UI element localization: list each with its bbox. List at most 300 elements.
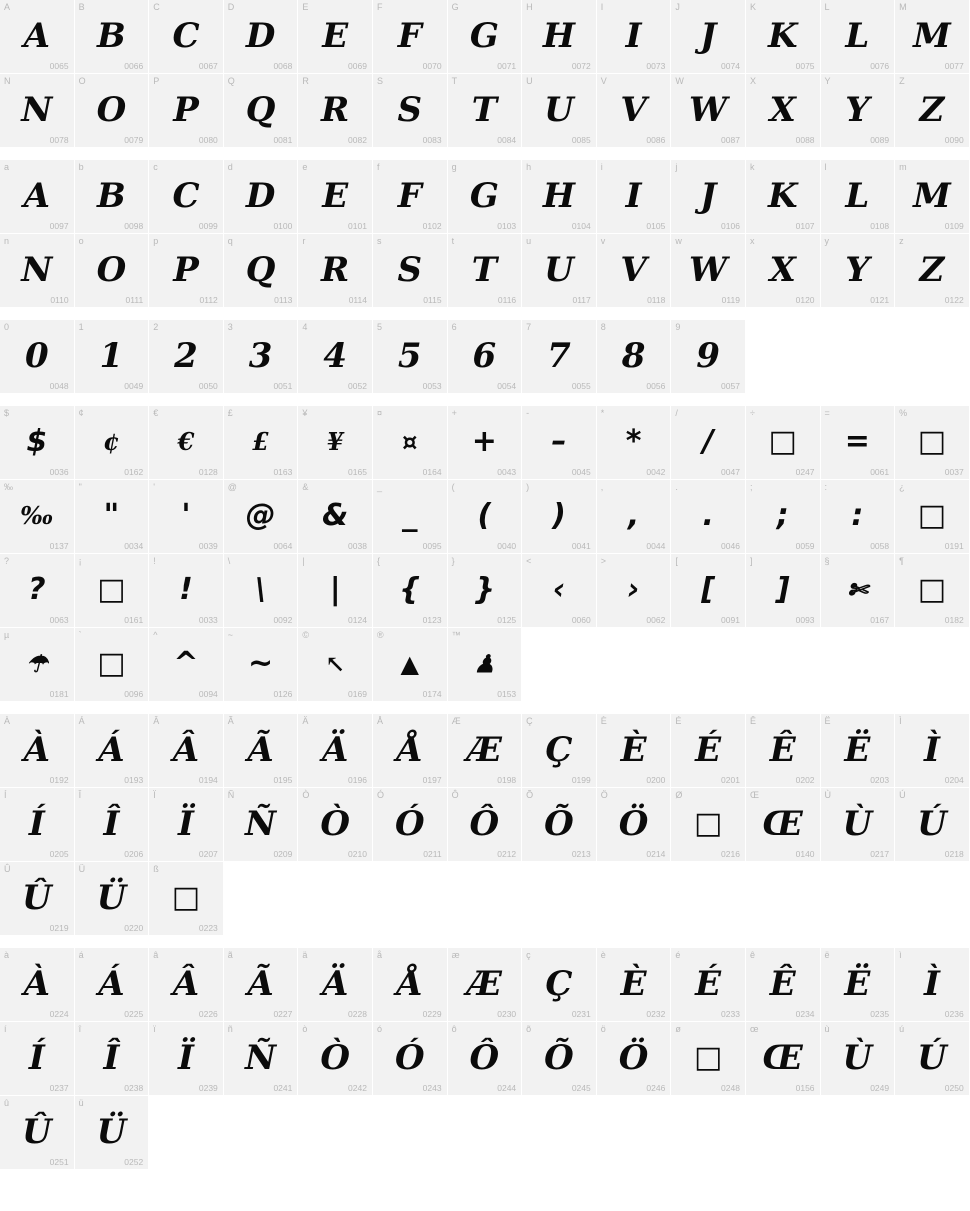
glyph-cell[interactable]: [895, 74, 970, 148]
glyph-row: [0, 788, 970, 862]
glyph-cell[interactable]: [224, 554, 299, 628]
glyph-preview: Ç: [545, 963, 573, 1004]
glyph-cell[interactable]: [821, 1022, 896, 1096]
glyph-character-label: h: [526, 162, 532, 172]
glyph-cell[interactable]: [895, 160, 970, 234]
glyph-cell[interactable]: [746, 1022, 821, 1096]
glyph-preview: K: [767, 175, 798, 216]
glyph-cell[interactable]: [373, 714, 448, 788]
glyph-cell[interactable]: [0, 554, 75, 628]
glyph-cell[interactable]: [149, 0, 224, 74]
glyph-cell[interactable]: [373, 320, 448, 394]
glyph-cell[interactable]: [522, 480, 597, 554]
glyph-character-label: 9: [675, 322, 681, 332]
glyph-preview: M: [913, 175, 951, 216]
glyph-character-code: 0048: [49, 381, 69, 391]
glyph-cell[interactable]: [75, 320, 150, 394]
glyph-cell[interactable]: [298, 788, 373, 862]
glyph-cell[interactable]: [0, 480, 75, 554]
glyph-cell[interactable]: [746, 554, 821, 628]
glyph-cell[interactable]: [373, 480, 448, 554]
glyph-cell[interactable]: [597, 234, 672, 308]
glyph-character-label: (: [451, 482, 455, 492]
glyph-character-code: 0200: [646, 775, 666, 785]
glyph-cell[interactable]: [0, 862, 75, 936]
glyph-character-label: ¤: [376, 408, 382, 418]
glyph-cell[interactable]: [75, 628, 150, 702]
glyph-character-label: &: [302, 482, 309, 492]
glyph-character-code: 0181: [49, 689, 69, 699]
glyph-character-code: 0124: [348, 615, 367, 625]
glyph-character-label: Ê: [749, 716, 756, 726]
glyph-preview: ↖: [325, 648, 346, 678]
glyph-character-label: |: [302, 556, 305, 566]
glyph-cell[interactable]: [75, 0, 150, 74]
glyph-cell[interactable]: [224, 160, 299, 234]
glyph-character-code: 0245: [571, 1083, 591, 1093]
glyph-cell[interactable]: [448, 160, 523, 234]
glyph-character-label: ó: [376, 1024, 382, 1034]
glyph-cell[interactable]: [149, 234, 224, 308]
glyph-cell[interactable]: [448, 74, 523, 148]
glyph-cell[interactable]: [0, 948, 75, 1022]
glyph-character-label: 2: [153, 322, 159, 332]
glyph-preview: ': [181, 497, 191, 533]
glyph-cell[interactable]: [0, 74, 75, 148]
glyph-cell[interactable]: [522, 554, 597, 628]
glyph-cell[interactable]: [522, 406, 597, 480]
glyph-character-code: 0084: [497, 135, 517, 145]
glyph-cell[interactable]: [0, 160, 75, 234]
glyph-cell[interactable]: [0, 1022, 75, 1096]
glyph-preview: }: [473, 571, 496, 607]
glyph-character-label: F: [376, 2, 383, 12]
glyph-cell[interactable]: [746, 948, 821, 1022]
glyph-cell[interactable]: [522, 948, 597, 1022]
glyph-preview: Î: [103, 1037, 120, 1078]
glyph-cell[interactable]: [597, 714, 672, 788]
glyph-cell[interactable]: [149, 788, 224, 862]
glyph-character-label: £: [227, 408, 233, 418]
glyph-cell[interactable]: [671, 948, 746, 1022]
glyph-preview: □: [917, 571, 947, 607]
glyph-preview: [: [701, 571, 715, 607]
glyph-character-label: g: [451, 162, 457, 172]
glyph-cell[interactable]: [522, 74, 597, 148]
glyph-cell[interactable]: [373, 948, 448, 1022]
glyph-cell[interactable]: [671, 0, 746, 74]
glyph-cell[interactable]: [671, 320, 746, 394]
glyph-row: [0, 234, 970, 308]
glyph-character-label: œ: [749, 1024, 759, 1034]
glyph-cell[interactable]: [298, 74, 373, 148]
glyph-cell[interactable]: [671, 714, 746, 788]
glyph-cell-empty: [448, 862, 523, 936]
glyph-row: [0, 406, 970, 480]
glyph-preview: Ì: [923, 729, 940, 770]
glyph-preview: P: [173, 89, 199, 130]
glyph-cell[interactable]: [0, 714, 75, 788]
glyph-cell[interactable]: [373, 234, 448, 308]
glyph-cell[interactable]: [149, 714, 224, 788]
glyph-cell[interactable]: [373, 788, 448, 862]
glyph-cell[interactable]: [746, 788, 821, 862]
glyph-cell[interactable]: [373, 1022, 448, 1096]
glyph-preview: =: [844, 423, 870, 459]
glyph-preview: ✄: [847, 574, 868, 604]
glyph-character-label: ò: [302, 1024, 308, 1034]
glyph-cell[interactable]: [821, 0, 896, 74]
glyph-character-label: á: [78, 950, 84, 960]
glyph-character-code: 0202: [795, 775, 815, 785]
glyph-block-punctuation-and-symbols: [0, 406, 970, 702]
glyph-cell[interactable]: [224, 714, 299, 788]
glyph-cell[interactable]: [895, 0, 970, 74]
glyph-cell[interactable]: [298, 554, 373, 628]
glyph-cell[interactable]: [149, 554, 224, 628]
glyph-cell[interactable]: [373, 74, 448, 148]
glyph-cell[interactable]: [746, 0, 821, 74]
glyph-cell[interactable]: [224, 1022, 299, 1096]
glyph-cell[interactable]: [149, 74, 224, 148]
glyph-cell[interactable]: [522, 320, 597, 394]
glyph-preview: 1: [99, 335, 124, 376]
glyph-character-label: ÷: [749, 408, 755, 418]
glyph-character-label: ì: [899, 950, 902, 960]
glyph-cell[interactable]: [671, 480, 746, 554]
glyph-cell[interactable]: [224, 628, 299, 702]
glyph-preview: Ï: [178, 803, 194, 844]
glyph-cell[interactable]: [298, 0, 373, 74]
glyph-preview: ¤: [402, 426, 418, 456]
glyph-character-code: 0199: [571, 775, 591, 785]
glyph-cell[interactable]: [298, 628, 373, 702]
glyph-character-code: 0086: [646, 135, 666, 145]
glyph-character-label: E: [302, 2, 309, 12]
glyph-cell[interactable]: [224, 0, 299, 74]
glyph-character-code: 0225: [124, 1009, 144, 1019]
glyph-cell[interactable]: [746, 234, 821, 308]
glyph-cell[interactable]: [671, 406, 746, 480]
glyph-cell[interactable]: [149, 948, 224, 1022]
glyph-cell[interactable]: [149, 406, 224, 480]
glyph-character-code: 0248: [721, 1083, 740, 1093]
glyph-cell[interactable]: [746, 74, 821, 148]
glyph-cell[interactable]: [522, 714, 597, 788]
glyph-cell[interactable]: [0, 0, 75, 74]
glyph-cell[interactable]: [0, 788, 75, 862]
glyph-cell[interactable]: [522, 234, 597, 308]
glyph-cell[interactable]: [821, 234, 896, 308]
glyph-character-code: 0096: [124, 689, 144, 699]
glyph-cell[interactable]: [522, 788, 597, 862]
glyph-cell[interactable]: [0, 320, 75, 394]
glyph-cell[interactable]: [895, 406, 970, 480]
glyph-cell[interactable]: [373, 406, 448, 480]
glyph-cell[interactable]: [746, 160, 821, 234]
glyph-character-code: 0121: [870, 295, 890, 305]
glyph-cell[interactable]: [224, 406, 299, 480]
glyph-character-code: 0045: [571, 467, 591, 477]
glyph-cell[interactable]: [895, 948, 970, 1022]
glyph-character-label: å: [376, 950, 382, 960]
glyph-cell[interactable]: [149, 628, 224, 702]
glyph-cell[interactable]: [149, 862, 224, 936]
glyph-cell[interactable]: [597, 948, 672, 1022]
glyph-character-label: r: [302, 236, 306, 246]
glyph-character-code: 0197: [422, 775, 442, 785]
glyph-block-accented-lowercase: [0, 948, 970, 1170]
glyph-cell[interactable]: [0, 406, 75, 480]
glyph-character-code: 0052: [348, 381, 367, 391]
glyph-cell[interactable]: [75, 160, 150, 234]
glyph-preview: Ë: [844, 729, 871, 770]
glyph-cell[interactable]: [298, 948, 373, 1022]
glyph-character-code: 0195: [273, 775, 293, 785]
glyph-character-label: %: [899, 408, 908, 418]
glyph-cell[interactable]: [448, 714, 523, 788]
glyph-cell[interactable]: [298, 480, 373, 554]
glyph-cell[interactable]: [75, 788, 150, 862]
glyph-character-code: 0218: [944, 849, 964, 859]
glyph-character-label: j: [675, 162, 678, 172]
glyph-cell[interactable]: [298, 714, 373, 788]
glyph-cell[interactable]: [448, 406, 523, 480]
glyph-cell[interactable]: [75, 480, 150, 554]
glyph-character-code: 0163: [273, 467, 293, 477]
glyph-character-code: 0041: [571, 541, 591, 551]
glyph-cell[interactable]: [224, 788, 299, 862]
glyph-cell[interactable]: [448, 1022, 523, 1096]
glyph-cell[interactable]: [821, 714, 896, 788]
glyph-character-label: q: [227, 236, 233, 246]
glyph-cell[interactable]: [149, 320, 224, 394]
glyph-cell[interactable]: [597, 74, 672, 148]
glyph-character-code: 0226: [198, 1009, 218, 1019]
glyph-cell[interactable]: [895, 1022, 970, 1096]
glyph-character-code: 0204: [944, 775, 964, 785]
glyph-character-label: ñ: [227, 1024, 233, 1034]
glyph-cell[interactable]: [149, 160, 224, 234]
glyph-character-label: ¿: [899, 482, 905, 492]
glyph-character-label: Y: [824, 76, 831, 86]
glyph-character-code: 0103: [497, 221, 517, 231]
glyph-character-code: 0051: [273, 381, 293, 391]
glyph-character-label: â: [153, 950, 159, 960]
glyph-cell[interactable]: [597, 1022, 672, 1096]
glyph-character-code: 0075: [795, 61, 815, 71]
glyph-cell[interactable]: [75, 862, 150, 936]
glyph-character-code: 0085: [571, 135, 591, 145]
glyph-character-code: 0109: [944, 221, 964, 231]
glyph-cell[interactable]: [448, 234, 523, 308]
glyph-cell[interactable]: [522, 1022, 597, 1096]
glyph-cell[interactable]: [224, 320, 299, 394]
glyph-cell[interactable]: [821, 788, 896, 862]
glyph-cell[interactable]: [597, 406, 672, 480]
glyph-cell[interactable]: [522, 0, 597, 74]
glyph-cell[interactable]: [821, 160, 896, 234]
glyph-cell[interactable]: [895, 234, 970, 308]
glyph-cell[interactable]: [597, 480, 672, 554]
glyph-preview: Ê: [769, 963, 796, 1004]
glyph-preview: È: [620, 729, 647, 770]
glyph-preview: L: [845, 175, 870, 216]
glyph-cell[interactable]: [895, 480, 970, 554]
glyph-cell[interactable]: [671, 788, 746, 862]
glyph-cell[interactable]: [746, 406, 821, 480]
glyph-preview: £: [252, 426, 269, 456]
glyph-cell[interactable]: [224, 480, 299, 554]
glyph-cell[interactable]: [298, 406, 373, 480]
glyph-character-label: $: [4, 408, 10, 418]
glyph-character-code: 0081: [273, 135, 293, 145]
glyph-cell[interactable]: [522, 160, 597, 234]
glyph-cell[interactable]: [671, 1022, 746, 1096]
glyph-cell[interactable]: [821, 948, 896, 1022]
glyph-character-code: 0113: [274, 295, 293, 305]
glyph-cell[interactable]: [448, 0, 523, 74]
glyph-cell[interactable]: [224, 74, 299, 148]
glyph-character-code: 0070: [422, 61, 442, 71]
glyph-character-code: 0236: [944, 1009, 964, 1019]
glyph-character-code: 0101: [348, 221, 367, 231]
glyph-character-code: 0055: [571, 381, 591, 391]
glyph-cell[interactable]: [75, 406, 150, 480]
glyph-cell[interactable]: [746, 480, 821, 554]
glyph-cell[interactable]: [821, 406, 896, 480]
glyph-cell[interactable]: [448, 554, 523, 628]
glyph-preview: 9: [696, 335, 720, 376]
glyph-cell-empty: [597, 1096, 672, 1170]
glyph-cell-empty: [746, 320, 821, 394]
glyph-cell[interactable]: [75, 714, 150, 788]
glyph-character-code: 0137: [49, 541, 69, 551]
glyph-cell[interactable]: [298, 234, 373, 308]
glyph-preview: ‰: [20, 500, 54, 530]
glyph-cell[interactable]: [746, 714, 821, 788]
glyph-cell[interactable]: [298, 1022, 373, 1096]
glyph-cell[interactable]: [448, 320, 523, 394]
glyph-preview: I: [625, 175, 642, 216]
glyph-character-label: Á: [78, 716, 85, 726]
glyph-cell[interactable]: [224, 948, 299, 1022]
glyph-character-code: 0092: [273, 615, 293, 625]
glyph-character-code: 0078: [49, 135, 69, 145]
glyph-cell[interactable]: [75, 1096, 150, 1170]
glyph-character-label: X: [749, 76, 756, 86]
glyph-cell[interactable]: [895, 554, 970, 628]
glyph-cell[interactable]: [597, 160, 672, 234]
glyph-character-code: 0067: [198, 61, 218, 71]
glyph-preview: U: [544, 249, 574, 290]
glyph-character-code: 0241: [273, 1083, 293, 1093]
glyph-cell[interactable]: [373, 628, 448, 702]
glyph-cell[interactable]: [671, 74, 746, 148]
glyph-cell[interactable]: [0, 628, 75, 702]
glyph-character-code: 0206: [124, 849, 144, 859]
glyph-preview: Ã: [247, 729, 274, 770]
glyph-cell[interactable]: [448, 480, 523, 554]
glyph-character-label: æ: [451, 950, 460, 960]
glyph-cell[interactable]: [298, 320, 373, 394]
glyph-character-code: 0247: [795, 467, 815, 477]
glyph-character-label: W: [675, 76, 684, 86]
glyph-preview: *: [625, 423, 642, 459]
glyph-cell[interactable]: [0, 234, 75, 308]
glyph-character-label: Ü: [78, 864, 86, 874]
glyph-character-label: Œ: [749, 790, 759, 800]
glyph-character-label: 6: [451, 322, 457, 332]
glyph-preview: €: [177, 426, 195, 456]
glyph-character-code: 0091: [721, 615, 740, 625]
glyph-character-label: ,: [600, 482, 604, 492]
glyph-character-code: 0238: [124, 1083, 144, 1093]
glyph-cell[interactable]: [821, 554, 896, 628]
glyph-character-label: B: [78, 2, 85, 12]
glyph-character-label: Î: [78, 790, 82, 800]
glyph-cell[interactable]: [75, 234, 150, 308]
glyph-preview: Ö: [618, 1037, 649, 1078]
glyph-cell[interactable]: [895, 788, 970, 862]
glyph-cell[interactable]: [373, 0, 448, 74]
glyph-cell[interactable]: [671, 160, 746, 234]
glyph-cell[interactable]: [75, 948, 150, 1022]
glyph-character-code: 0192: [49, 775, 69, 785]
glyph-cell[interactable]: [75, 554, 150, 628]
glyph-preview: Õ: [544, 1037, 574, 1078]
glyph-cell[interactable]: [149, 1022, 224, 1096]
glyph-cell[interactable]: [448, 788, 523, 862]
glyph-character-code: 0059: [795, 541, 815, 551]
glyph-character-code: 0094: [198, 689, 218, 699]
glyph-cell[interactable]: [75, 74, 150, 148]
glyph-preview: Ù: [842, 1037, 873, 1078]
glyph-cell[interactable]: [75, 1022, 150, 1096]
glyph-cell[interactable]: [448, 628, 523, 702]
glyph-cell[interactable]: [671, 554, 746, 628]
glyph-cell[interactable]: [373, 554, 448, 628]
glyph-preview: ¢: [103, 426, 120, 456]
glyph-preview: Á: [98, 729, 125, 770]
glyph-cell[interactable]: [597, 0, 672, 74]
glyph-preview: S: [397, 249, 423, 290]
glyph-cell[interactable]: [224, 234, 299, 308]
glyph-preview: Ü: [96, 1111, 127, 1152]
glyph-character-label: Ã: [227, 716, 234, 726]
glyph-cell[interactable]: [298, 160, 373, 234]
glyph-character-code: 0064: [273, 541, 293, 551]
glyph-cell[interactable]: [597, 554, 672, 628]
glyph-cell[interactable]: [149, 480, 224, 554]
glyph-cell[interactable]: [597, 788, 672, 862]
glyph-cell[interactable]: [821, 480, 896, 554]
glyph-character-label: _: [376, 482, 382, 492]
glyph-cell[interactable]: [448, 948, 523, 1022]
glyph-cell[interactable]: [821, 74, 896, 148]
glyph-preview: ›: [627, 571, 640, 607]
glyph-cell[interactable]: [895, 714, 970, 788]
glyph-cell[interactable]: [597, 320, 672, 394]
glyph-character-code: 0125: [497, 615, 517, 625]
glyph-character-label: w: [675, 236, 682, 246]
glyph-row: [0, 480, 970, 554]
glyph-character-label: A: [4, 2, 11, 12]
glyph-cell[interactable]: [671, 234, 746, 308]
glyph-cell[interactable]: [373, 160, 448, 234]
glyph-character-code: 0095: [422, 541, 442, 551]
glyph-cell[interactable]: [0, 1096, 75, 1170]
